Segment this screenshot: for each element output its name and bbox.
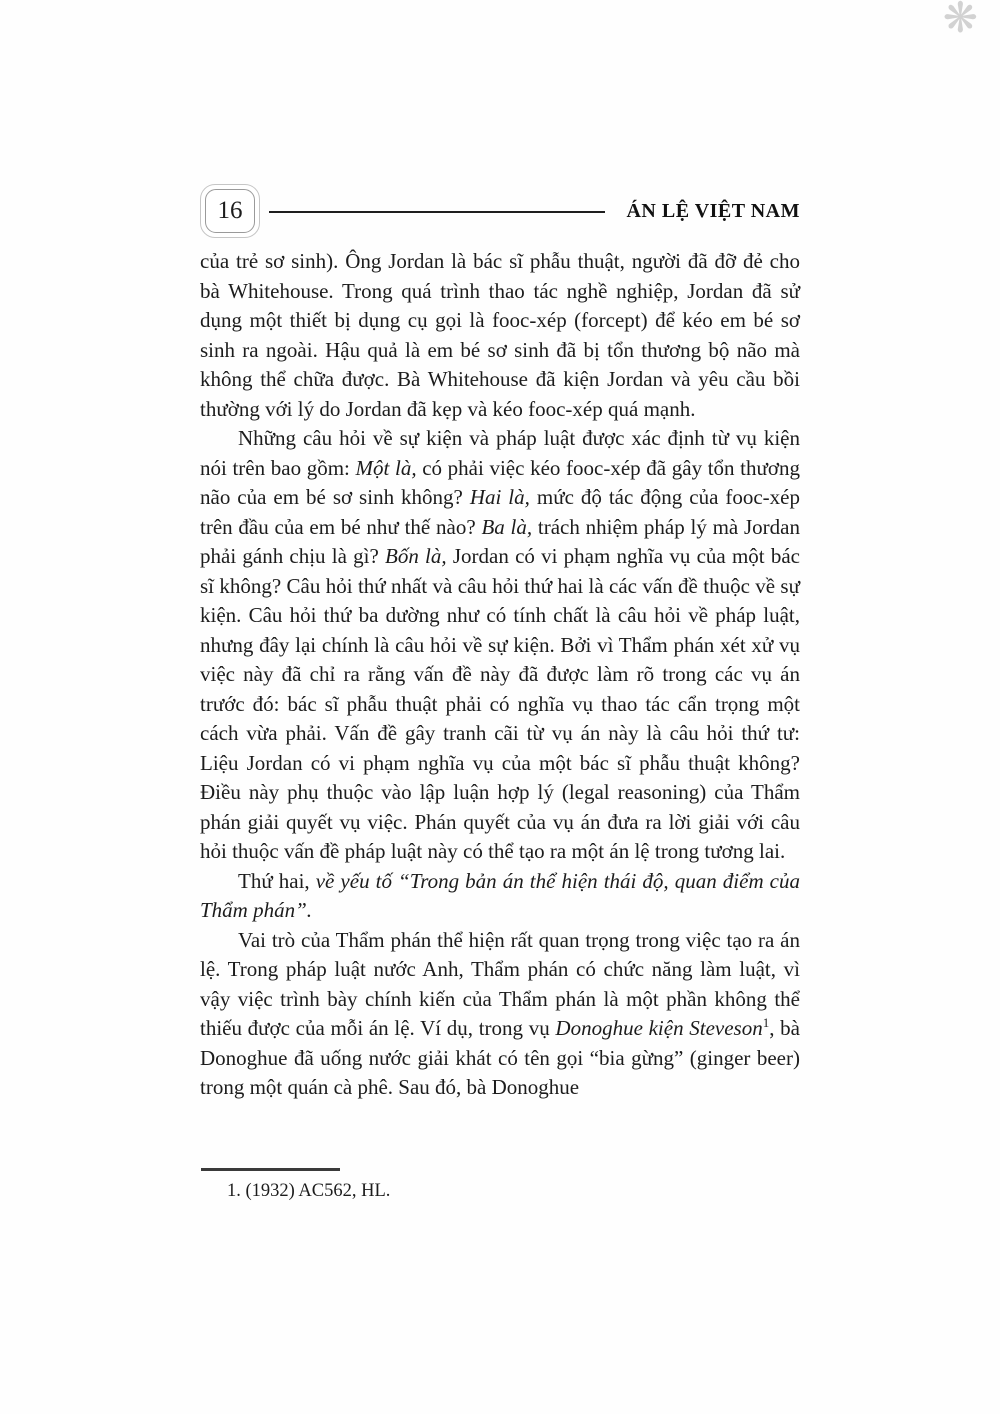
- text-run: , bà Donoghue đã uống nước giải khát có tên gọi “bia gừng” (ginger beer) trong một quán cà phê. Sau đó, bà Donoghue: [200, 1016, 800, 1099]
- text-run: của trẻ sơ sinh). Ông Jordan là bác sĩ phẫu thuật, người đã đỡ đẻ cho bà Whitehouse. Trong quá trình thao tác nghề nghiệp, Jordan đã sử dụng một thiết bị dụng cụ gọi là fooc-xép (forcept) để kéo em bé sơ sinh ra ngoài. Hậu quả là em bé sơ sinh đã bị tổn thương bộ não mà không thể chữa được. Bà Whitehouse đã kiện Jordan và yêu cầu bồi thường với lý do Jordan đã kẹp và kéo fooc-xép quá mạnh.: [200, 249, 800, 421]
- text-run: Những câu hỏi về sự kiện và pháp luật được xác định từ vụ kiện nói trên bao gồm:: [200, 426, 800, 480]
- text-run: mức độ tác động của fooc-xép trên đầu của em bé như thế nào?: [200, 485, 800, 539]
- page-header: [200, 180, 800, 242]
- text-run: có phải việc kéo fooc-xép đã gây tổn thương não của em bé sơ sinh không?: [200, 455, 800, 509]
- page-number: 16: [205, 189, 255, 233]
- text-run: Thứ hai,: [238, 868, 316, 893]
- body-text: [200, 247, 800, 1103]
- paragraph: [200, 247, 800, 424]
- text-run: trách nhiệm pháp lý mà Jordan phải gánh chịu là gì?: [200, 514, 800, 568]
- header-rule: [269, 211, 605, 214]
- flower-ornament-icon: ❋: [942, 0, 978, 42]
- text-run: Một là,: [355, 455, 417, 480]
- text-run: Vai trò của Thẩm phán thể hiện rất quan trọng trong việc tạo ra án lệ. Trong pháp luật nước Anh, Thẩm phán có chức năng làm luật, vì vậy việc trình bày chính kiến của Thẩm phán là một phần không thể thiếu được của mỗi án lệ. Ví dụ, trong vụ: [200, 927, 800, 1040]
- page-number-box: [200, 184, 260, 238]
- footnote-text: 1. (1932) AC562, HL.: [227, 1181, 391, 1201]
- paragraph: [200, 926, 800, 1103]
- text-run: Donoghue kiện Steveson: [555, 1016, 763, 1040]
- footnote-marker: 1: [762, 1015, 770, 1030]
- text-run: Hai là,: [469, 485, 530, 509]
- paragraph: [200, 424, 800, 867]
- text-run: Jordan có vi phạm nghĩa vụ của một bác sĩ không? Câu hỏi thứ nhất và câu hỏi thứ hai là các vấn đề thuộc về sự kiện. Câu hỏi thứ ba dường như có tính chất là câu hỏi về pháp luật, nhưng đây lại chính là câu hỏi về sự kiện. Bởi vì Thẩm phán xét xử vụ việc này đã chỉ ra rằng vấn đề này đã được làm rõ trong các vụ án trước đó: bác sĩ phẫu thuật phải có nghĩa vụ thao tác cẩn trọng một cách vừa phải. Vấn đề gây tranh cãi từ vụ án này là câu hỏi thứ tư: Liệu Jordan có vi phạm nghĩa vụ của một bác sĩ phẫu thuật không? Điều này phụ thuộc vào lập luận hợp lý (legal reasoning) của Thẩm phán giải quyết vụ việc. Phán quyết của vụ án đưa ra lời giải với câu hỏi thuộc vấn đề pháp luật này có thể tạo ra một án lệ trong tương lai.: [200, 544, 800, 863]
- footnote-separator: [201, 1168, 340, 1171]
- header-title: ÁN LỆ VIỆT NAM: [626, 199, 800, 222]
- paragraph: [200, 867, 800, 926]
- text-run: Bốn là,: [385, 544, 447, 568]
- text-run: về yếu tố “Trong bản án thể hiện thái độ, quan điểm của Thẩm phán”.: [200, 868, 800, 922]
- text-run: Ba là,: [481, 514, 533, 539]
